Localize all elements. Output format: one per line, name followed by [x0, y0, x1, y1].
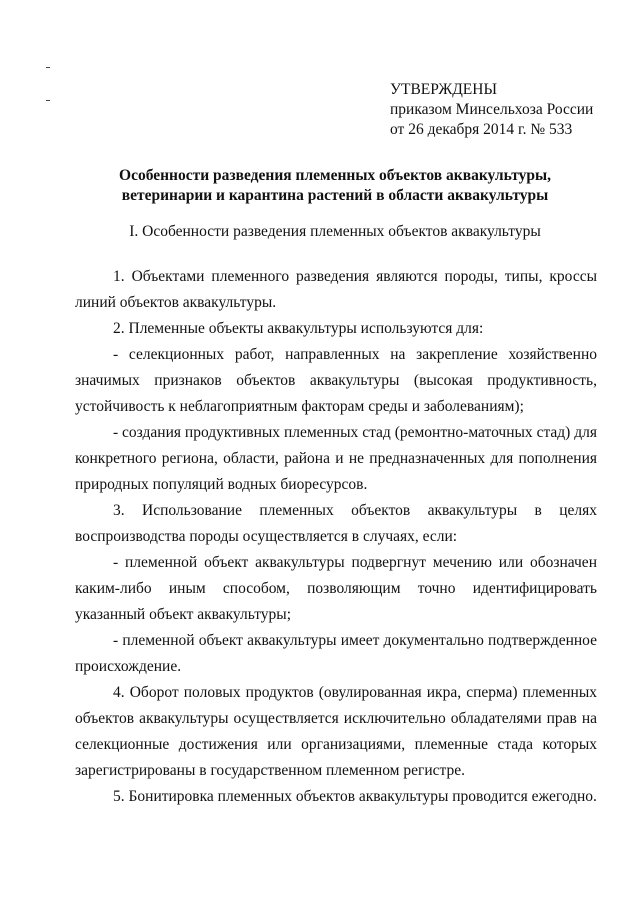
document-title-line: ветеринарии и карантина растений в области аквакультуры: [121, 187, 549, 204]
document-title-line: Особенности разведения племенных объектов аквакультуры,: [119, 167, 551, 184]
document-title: [80, 166, 590, 206]
list-item: - племенной объект аквакультуры имеет документально подтвержденное происхождение.: [75, 632, 597, 675]
document-body: [75, 264, 597, 810]
scan-mark: [46, 67, 50, 68]
list-item: - племенной объект аквакультуры подвергнут мечению или обозначен каким-либо иным способом, позволяющим точно идентифицировать указанный объект аквакультуры;: [75, 554, 597, 623]
paragraph: 2. Племенные объекты аквакультуры используются для:: [113, 320, 484, 337]
scan-mark: [46, 100, 50, 101]
list-item: - селекционных работ, направленных на закрепление хозяйственно значимых признаков объектов аквакультуры (высокая продуктивность, устойчивость к неблагоприятным факторам среды и заболеваниям);: [75, 346, 597, 415]
approval-stamp: [390, 80, 593, 140]
paragraph: 1. Объектами племенного разведения являются породы, типы, кроссы линий объектов аквакультуры.: [75, 268, 597, 311]
paragraph: 4. Оборот половых продуктов (овулированная икра, сперма) племенных объектов аквакультуры осуществляется исключительно обладателями прав на селекционные достижения или организациями, племенные стада которых зарегистрированы в государственном племенном регистре.: [75, 684, 597, 779]
approval-order: приказом Минсельхоза России: [390, 101, 594, 118]
list-item: - создания продуктивных племенных стад (ремонтно-маточных стад) для конкретного региона, области, района и не предназначенных для пополнения природных популяций водных биоресурсов.: [75, 424, 597, 493]
approval-title: УТВЕРЖДЕНЫ: [390, 81, 497, 98]
paragraph: 5. Бонитировка племенных объектов аквакультуры проводится ежегодно.: [113, 788, 597, 805]
approval-date: от 26 декабря 2014 г. № 533: [390, 121, 573, 138]
section-heading: I. Особенности разведения племенных объектов аквакультуры: [129, 223, 541, 240]
paragraph: 3. Использование племенных объектов аквакультуры в целях воспроизводства породы осуществляется в случаях, если:: [75, 502, 597, 545]
